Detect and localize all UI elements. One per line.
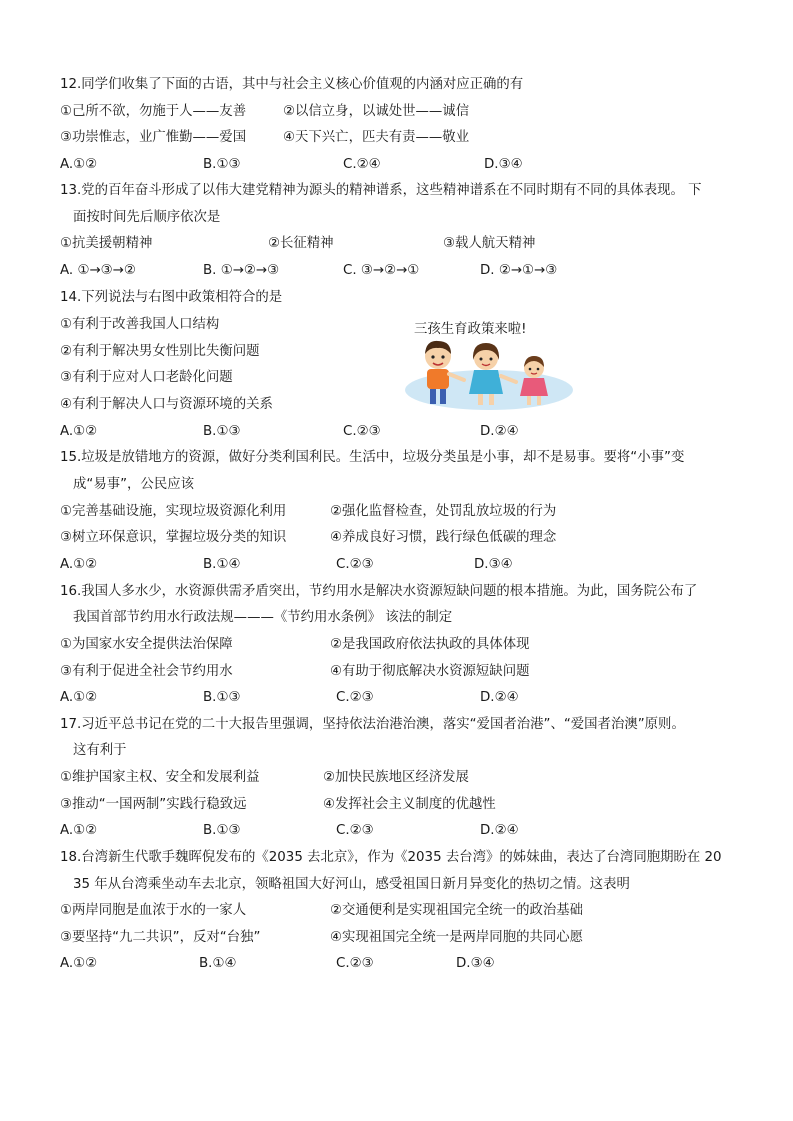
q13-choice-b: B. ①→②→③ (203, 263, 280, 278)
q13-item-1: ①抗美援朝精神 (60, 236, 153, 251)
q17-item-1: ①维护国家主权、安全和发展利益 (60, 770, 260, 785)
q12-item-3: ③功崇惟志，业广惟勤——爱国 (60, 130, 247, 145)
q14-choice-c: C.②③ (343, 424, 381, 439)
q13-item-2: ②长征精神 (268, 236, 334, 251)
q12-choice-a: A.①② (60, 157, 98, 172)
q18-item-1: ①两岸同胞是血浓于水的一家人 (60, 903, 247, 918)
question-18-stem-line-2: 35 年从台湾乘坐动车去北京，领略祖国大好河山，感受祖国日新月异变化的热切之情。这表明 (73, 877, 630, 892)
q14-item-2: ②有利于解决男女性别比失衡问题 (60, 344, 260, 359)
q18-item-4: ④实现祖国完全统一是两岸同胞的共同心愿 (330, 930, 584, 945)
question-15-stem-line-1: 15.垃圾是放错地方的资源，做好分类利国利民。生活中，垃圾分类虽是小事，却不是易事。要将“小事”变 (60, 450, 685, 465)
q12-item-4: ④天下兴亡，匹夫有责——敬业 (283, 130, 470, 145)
question-12-stem: 12.同学们收集了下面的古语，其中与社会主义核心价值观的内涵对应正确的有 (60, 77, 524, 92)
q17-choice-d: D.②④ (480, 823, 519, 838)
q18-choice-a: A.①② (60, 956, 98, 971)
q15-choice-b: B.①④ (203, 557, 241, 572)
q17-choice-b: B.①③ (203, 823, 241, 838)
q14-choice-d: D.②④ (480, 424, 519, 439)
q13-choice-a: A. ①→③→② (60, 263, 136, 278)
q17-item-2: ②加快民族地区经济发展 (323, 770, 469, 785)
q16-item-3: ③有利于促进全社会节约用水 (60, 664, 233, 679)
question-16-stem-line-1: 16.我国人多水少，水资源供需矛盾突出，节约用水是解决水资源短缺问题的根本措施。为此，国务院公布了 (60, 584, 698, 599)
q14-item-1: ①有利于改善我国人口结构 (60, 317, 220, 332)
q12-choice-b: B.①③ (203, 157, 241, 172)
question-15-stem-line-2: 成“易事”，公民应该 (73, 477, 194, 492)
q18-choice-d: D.③④ (456, 956, 495, 971)
q16-item-2: ②是我国政府依法执政的具体体现 (330, 637, 530, 652)
q15-item-1: ①完善基础设施，实现垃圾资源化利用 (60, 504, 287, 519)
q18-choice-c: C.②③ (336, 956, 374, 971)
q17-item-3: ③推动“一国两制”实践行稳致远 (60, 797, 247, 812)
q18-item-2: ②交通便利是实现祖国完全统一的政治基础 (330, 903, 584, 918)
q15-item-4: ④养成良好习惯，践行绿色低碳的理念 (330, 530, 557, 545)
question-16-stem-line-2: 我国首部节约用水行政法规———《节约用水条例》 该法的制定 (73, 610, 453, 625)
q16-choice-b: B.①③ (203, 690, 241, 705)
q17-choice-a: A.①② (60, 823, 98, 838)
q13-item-3: ③载人航天精神 (443, 236, 536, 251)
question-17-stem-line-2: 这有利于 (73, 743, 127, 758)
q15-choice-a: A.①② (60, 557, 98, 572)
q16-choice-c: C.②③ (336, 690, 374, 705)
q15-item-3: ③树立环保意识，掌握垃圾分类的知识 (60, 530, 287, 545)
q15-choice-c: C.②③ (336, 557, 374, 572)
three-child-policy-illustration (404, 336, 574, 412)
question-13-stem-line-2: 面按时间先后顺序依次是 (73, 210, 221, 225)
q16-choice-d: D.②④ (480, 690, 519, 705)
q12-choice-c: C.②④ (343, 157, 381, 172)
q16-choice-a: A.①② (60, 690, 98, 705)
q17-choice-c: C.②③ (336, 823, 374, 838)
q15-choice-d: D.③④ (474, 557, 513, 572)
q14-choice-a: A.①② (60, 424, 98, 439)
q12-item-1: ①己所不欲，勿施于人——友善 (60, 104, 247, 119)
question-18-stem-line-1: 18.台湾新生代歌手魏晖倪发布的《2035 去北京》，作为《2035 去台湾》的姊妹曲，表达了台湾同胞期盼在 20 (60, 850, 722, 865)
q12-item-2: ②以信立身，以诚处世——诚信 (283, 104, 470, 119)
q14-choice-b: B.①③ (203, 424, 241, 439)
q14-item-3: ③有利于应对人口老龄化问题 (60, 370, 233, 385)
figure-caption: 三孩生育政策来啦! (414, 322, 527, 337)
q13-choice-d: D. ②→①→③ (480, 263, 558, 278)
q12-choice-d: D.③④ (484, 157, 523, 172)
question-13-stem-line-1: 13.党的百年奋斗形成了以伟大建党精神为源头的精神谱系，这些精神谱系在不同时期有不同的具体表现。 下 (60, 183, 702, 198)
q17-item-4: ④发挥社会主义制度的优越性 (323, 797, 496, 812)
q15-item-2: ②强化监督检查，处罚乱放垃圾的行为 (330, 504, 557, 519)
q16-item-1: ①为国家水安全提供法治保障 (60, 637, 233, 652)
question-17-stem-line-1: 17.习近平总书记在党的二十大报告里强调，坚持依法治港治澳，落实“爱国者治港”、“爱国者治澳”原则。 (60, 717, 685, 732)
question-14-stem: 14.下列说法与右图中政策相符合的是 (60, 290, 283, 305)
q13-choice-c: C. ③→②→① (343, 263, 420, 278)
q18-item-3: ③要坚持“九二共识”，反对“台独” (60, 930, 261, 945)
q14-item-4: ④有利于解决人口与资源环境的关系 (60, 397, 273, 412)
q16-item-4: ④有助于彻底解决水资源短缺问题 (330, 664, 530, 679)
q18-choice-b: B.①④ (199, 956, 237, 971)
